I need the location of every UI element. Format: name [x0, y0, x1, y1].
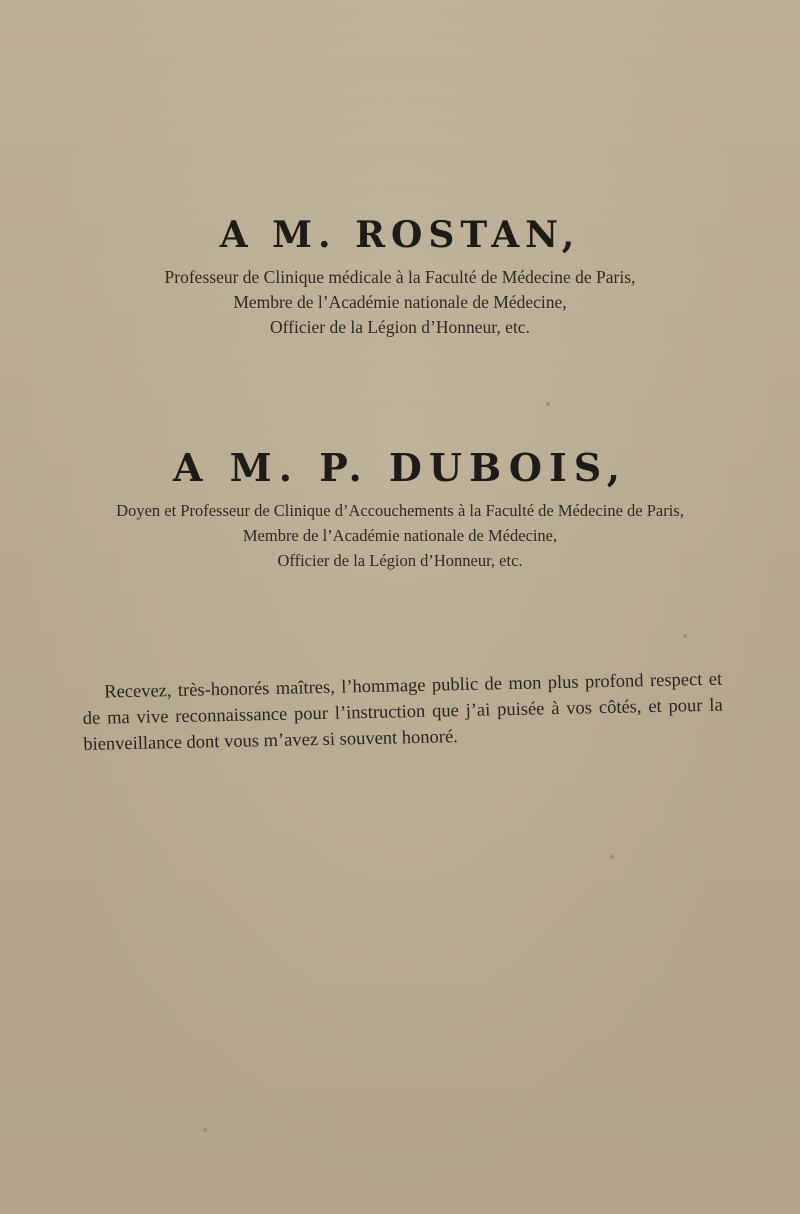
paper-speck	[203, 1128, 207, 1132]
dedication-line: Membre de l’Académie nationale de Médecine,	[242, 526, 558, 545]
dedication-body-text: Recevez, très-honorés maîtres, l’hommage public de mon plus profond respect et de ma vive reconnaissance pour l’instruction que j’ai puisée à vos côtés, et pour la bienveillance dont vous m’avez si souvent honoré.	[82, 669, 723, 755]
dedication-line: Professeur de Clinique médicale à la Faculté de Médecine de Paris,	[164, 267, 636, 287]
paper-speck	[610, 855, 614, 859]
dedication-dubois	[0, 438, 800, 573]
dedication-line: Membre de l’Académie nationale de Médecine,	[233, 292, 567, 312]
dedication-heading-rostan: A M. ROSTAN,	[219, 214, 581, 256]
dedication-line: Officier de la Légion d’Honneur, etc.	[270, 317, 530, 337]
dedication-line: Doyen et Professeur de Clinique d’Accouchements à la Faculté de Médecine de Paris,	[116, 501, 684, 520]
dedication-heading-dubois: A M. P. DUBOIS,	[172, 445, 628, 490]
dedication-rostan	[0, 205, 800, 340]
paper-speck	[683, 634, 687, 638]
paper-speck	[546, 402, 550, 406]
dedication-paragraph	[82, 667, 723, 758]
dedication-line: Officier de la Légion d’Honneur, etc.	[277, 551, 523, 570]
